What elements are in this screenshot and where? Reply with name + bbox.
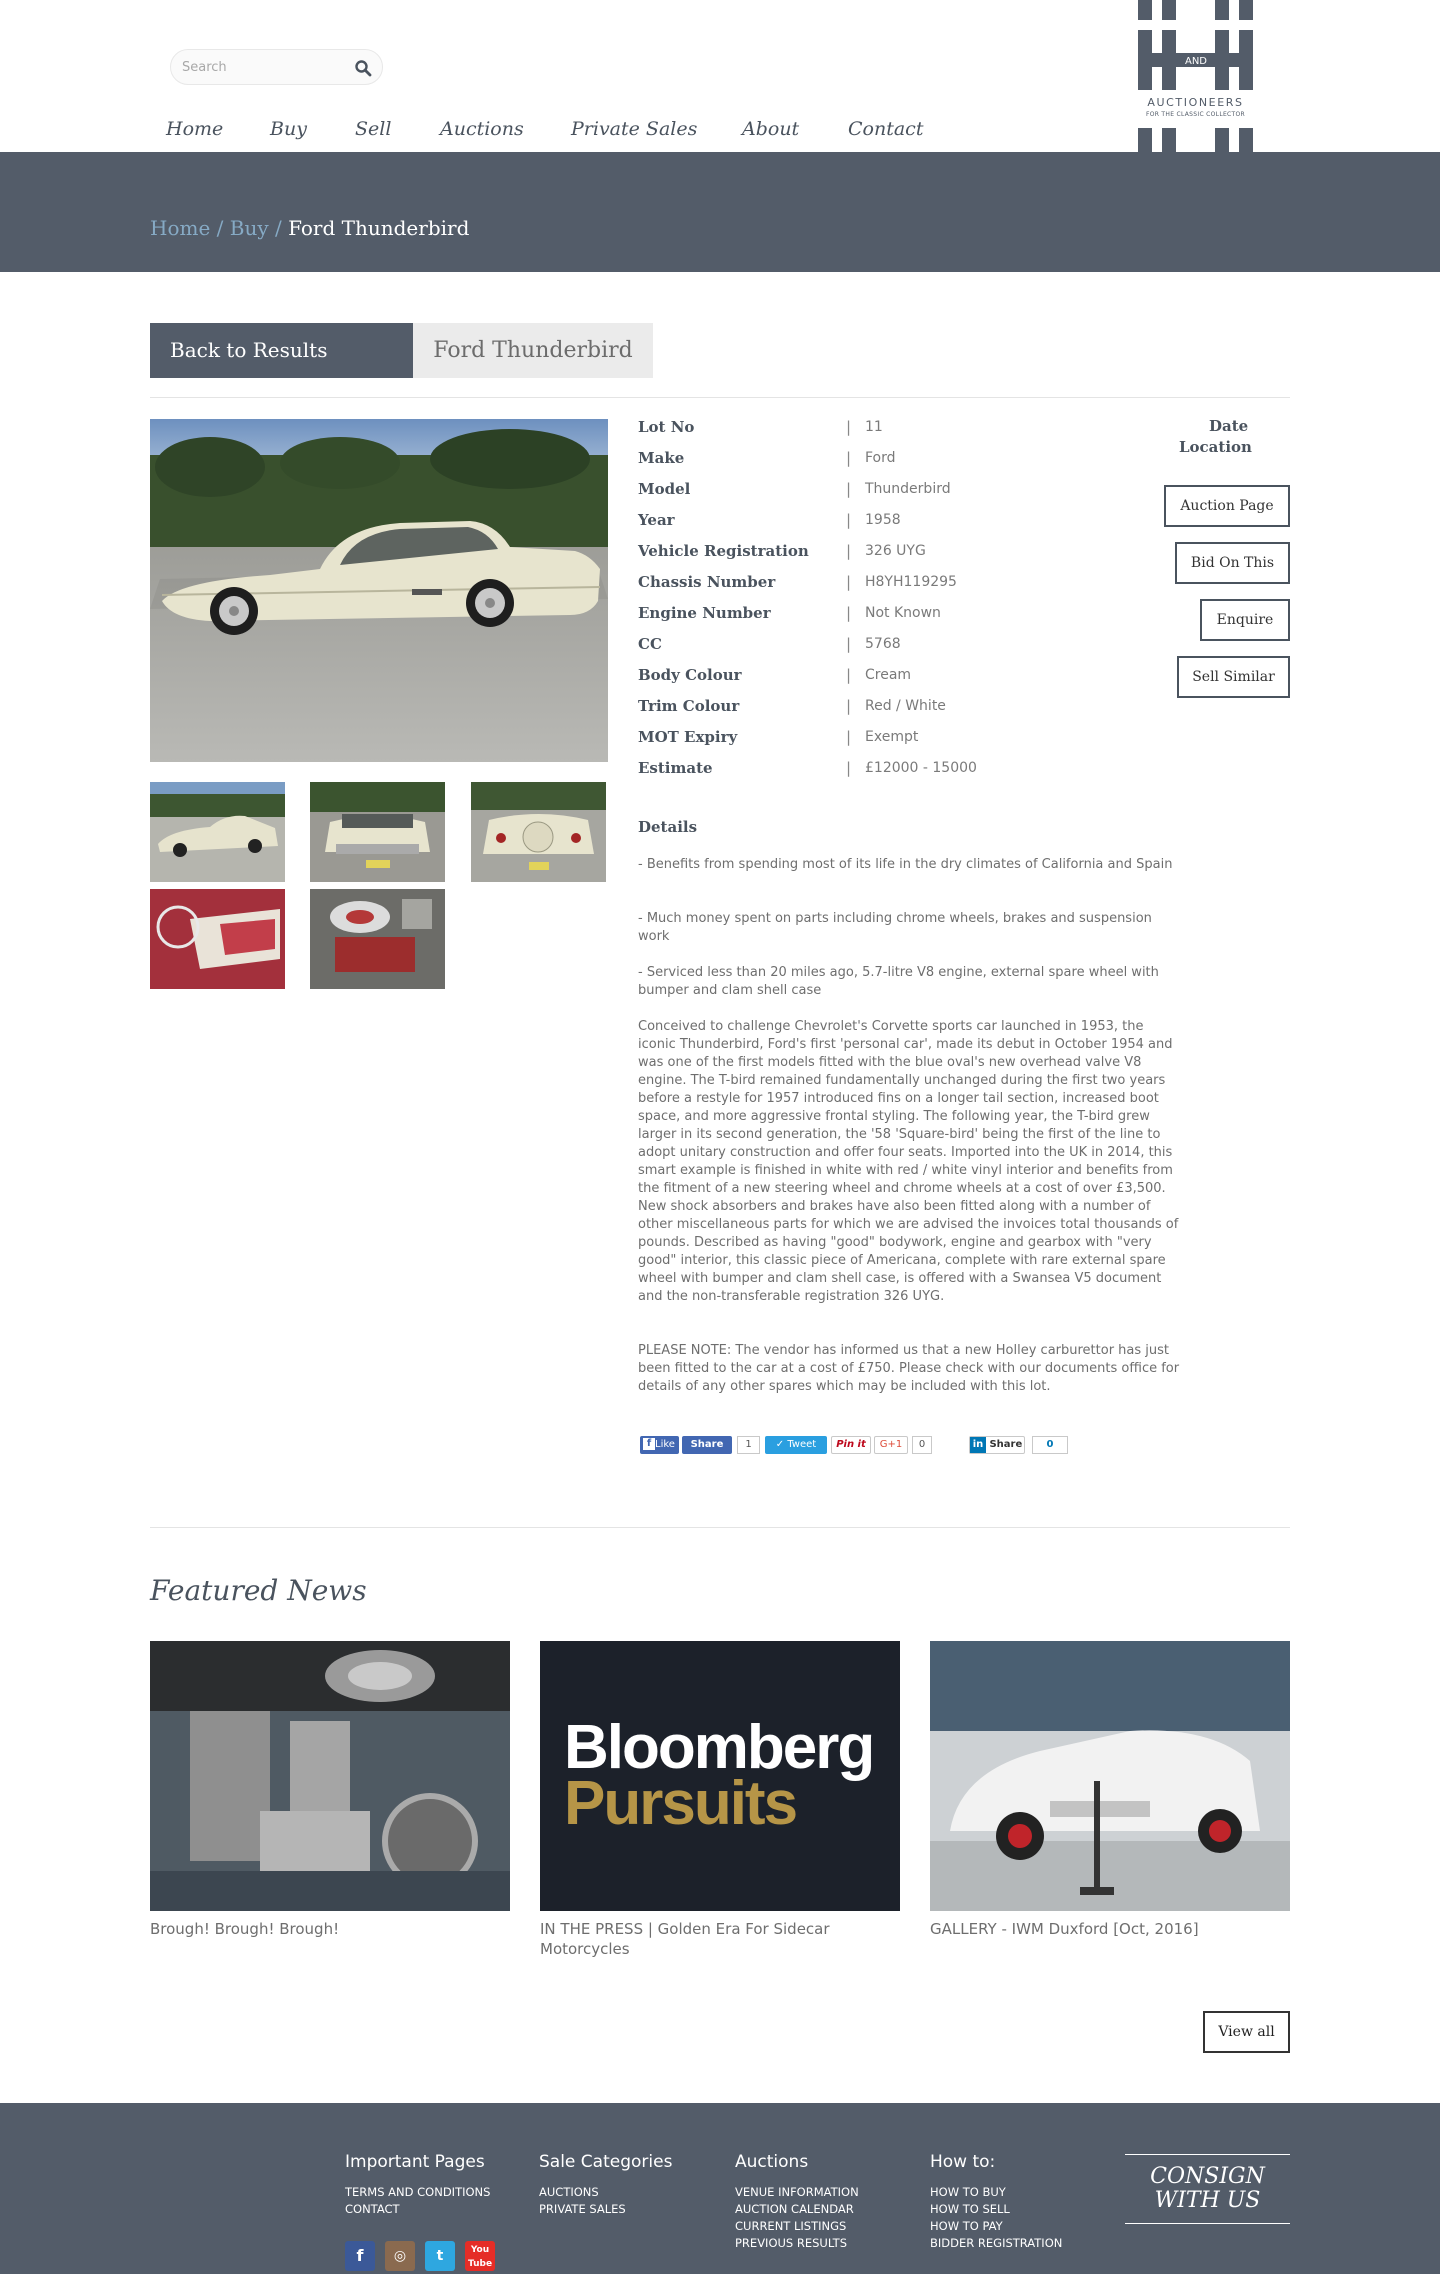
bloomberg-logo-line2: Pursuits bbox=[564, 1769, 797, 1838]
date-label: Date bbox=[1209, 417, 1249, 435]
auction-page-button[interactable]: Auction Page bbox=[1164, 485, 1290, 527]
twitter-icon: ✓ bbox=[775, 1439, 788, 1450]
footer-link[interactable]: AUCTION CALENDAR bbox=[735, 2202, 854, 2216]
tweet-label: Tweet bbox=[787, 1439, 817, 1450]
breadcrumb-home[interactable]: Home bbox=[150, 216, 211, 240]
spec-value: Ford bbox=[865, 450, 896, 466]
spec-label: Year bbox=[638, 511, 675, 529]
youtube-icon[interactable]: You Tube bbox=[465, 2241, 495, 2271]
breadcrumb-buy[interactable]: Buy bbox=[229, 216, 269, 240]
thumbnail-5[interactable] bbox=[310, 889, 445, 989]
divider bbox=[150, 1527, 1290, 1528]
facebook-share-button[interactable]: Share bbox=[682, 1436, 732, 1454]
spec-value: 5768 bbox=[865, 636, 901, 652]
details-bullet: - Benefits from spending most of its life in the dry climates of California and Spain bbox=[638, 857, 1173, 872]
footer-link[interactable]: BIDDER REGISTRATION bbox=[930, 2236, 1063, 2250]
spec-row bbox=[638, 418, 1158, 449]
spec-separator: | bbox=[846, 728, 852, 746]
spec-value: Not Known bbox=[865, 605, 941, 621]
news-caption[interactable]: IN THE PRESS | Golden Era For Sidecar Motorcycles bbox=[540, 1920, 830, 1958]
nav-sell[interactable]: Sell bbox=[355, 118, 392, 140]
spec-separator: | bbox=[846, 511, 852, 529]
consign-line: CONSIGN bbox=[1150, 2164, 1265, 2189]
spec-row bbox=[638, 635, 1158, 666]
spec-label: Make bbox=[638, 449, 685, 467]
breadcrumb-sep: / bbox=[210, 216, 230, 240]
spec-label: Body Colour bbox=[638, 666, 742, 684]
footer-column-title: Auctions bbox=[735, 2152, 809, 2172]
nav-home[interactable]: Home bbox=[166, 118, 224, 140]
spec-separator: | bbox=[846, 604, 852, 622]
news-caption[interactable]: Brough! Brough! Brough! bbox=[150, 1920, 340, 1938]
spec-row bbox=[638, 666, 1158, 697]
spec-row bbox=[638, 759, 1158, 790]
facebook-like-button[interactable] bbox=[640, 1436, 679, 1454]
spec-value: 11 bbox=[865, 419, 883, 435]
footer-column bbox=[735, 2152, 859, 2252]
search-box[interactable] bbox=[170, 49, 383, 85]
tweet-button[interactable] bbox=[765, 1436, 827, 1454]
facebook-like-label: Like bbox=[655, 1439, 675, 1450]
thumbnail-2[interactable] bbox=[310, 782, 445, 882]
breadcrumb-sep: / bbox=[268, 216, 289, 240]
spec-separator: | bbox=[846, 418, 852, 436]
news-caption[interactable]: GALLERY - IWM Duxford [Oct, 2016] bbox=[930, 1920, 1199, 1938]
linkedin-share-count: 0 bbox=[1032, 1436, 1068, 1454]
spec-separator: | bbox=[846, 573, 852, 591]
search-placeholder[interactable]: Search bbox=[182, 60, 227, 75]
enquire-button[interactable]: Enquire bbox=[1200, 599, 1290, 641]
page-banner bbox=[0, 152, 1440, 272]
nav-buy[interactable]: Buy bbox=[270, 118, 307, 140]
nav-about[interactable]: About bbox=[742, 118, 800, 140]
twitter-icon[interactable]: t bbox=[425, 2241, 455, 2271]
footer-link[interactable]: VENUE INFORMATION bbox=[735, 2185, 859, 2199]
footer-link[interactable]: AUCTIONS bbox=[539, 2185, 599, 2199]
footer-link[interactable]: HOW TO BUY bbox=[930, 2185, 1006, 2199]
facebook-icon[interactable]: f bbox=[345, 2241, 375, 2271]
site-header bbox=[0, 0, 1440, 152]
details-bullet: - Much money spent on parts including chrome wheels, brakes and suspension work bbox=[638, 911, 1152, 944]
footer-column bbox=[539, 2152, 672, 2218]
linkedin-share-button[interactable] bbox=[969, 1436, 1025, 1454]
footer-column-title: Sale Categories bbox=[539, 2152, 673, 2172]
bid-on-this-button[interactable]: Bid On This bbox=[1175, 542, 1290, 584]
spec-separator: | bbox=[846, 449, 852, 467]
footer-link[interactable]: TERMS AND CONDITIONS bbox=[345, 2185, 491, 2199]
spec-label: MOT Expiry bbox=[638, 728, 738, 746]
linkedin-icon: in bbox=[970, 1437, 986, 1453]
logo-tagline: FOR THE CLASSIC COLLECTOR bbox=[1145, 111, 1246, 118]
footer-column-title: Important Pages bbox=[345, 2152, 485, 2172]
nav-private-sales[interactable]: Private Sales bbox=[571, 118, 698, 140]
footer-link[interactable]: HOW TO SELL bbox=[930, 2202, 1010, 2216]
spec-label: Vehicle Registration bbox=[638, 542, 809, 560]
spec-label: Trim Colour bbox=[638, 697, 740, 715]
logo-name: AUCTIONEERS bbox=[1147, 96, 1244, 109]
spec-separator: | bbox=[846, 480, 852, 498]
footer-column bbox=[345, 2152, 490, 2218]
details-description: Conceived to challenge Chevrolet's Corvette sports car launched in 1953, the iconic Thunderbird, Ford's first 'personal car', made its debut in October 1954 and was one of the first models fitted with the blue oval's new overhead valve V8 engine. The T-bird remained fundamentally unchanged during the first two years before a restyle for 1957 introduced fins on a longer tail section, increased boot space, and more aggressive frontal styling. The following year, the T-bird grew larger in its second generation, the '58 'Square-bird' being the first of the line to adopt unitary construction and offer four seats. Imported into the UK in 2014, this smart example is finished in white with red / white vinyl interior and benefits from the fitment of a new steering wheel and chrome wheels at a cost of over £3,500. New shock absorbers and brakes have also been fitted along with a number of other miscellaneous parts for which we are advised the invoices total thousands of pounds. Described as having "good" bodywork, engine and gearbox with "very good" interior, this classic piece of Americana, complete with rare external spare wheel with bumper and clam shell case, is offered with a Swansea V5 document and the non-transferable registration 326 UYG. bbox=[638, 1019, 1179, 1304]
spec-separator: | bbox=[846, 666, 852, 684]
pinterest-pin-button[interactable]: Pin it bbox=[831, 1436, 871, 1454]
facebook-share-count: 1 bbox=[737, 1436, 760, 1454]
facebook-icon: f bbox=[643, 1438, 655, 1450]
logo-and: AND bbox=[1184, 56, 1208, 67]
footer-link[interactable]: HOW TO PAY bbox=[930, 2219, 1003, 2233]
spec-value: £12000 - 15000 bbox=[865, 760, 977, 776]
spec-value: Thunderbird bbox=[865, 481, 951, 497]
view-all-button[interactable]: View all bbox=[1203, 2011, 1290, 2053]
consign-with-us-link[interactable] bbox=[1125, 2154, 1290, 2224]
site-footer bbox=[0, 2103, 1440, 2274]
thumbnail-4[interactable] bbox=[150, 889, 285, 989]
spec-label: CC bbox=[638, 635, 662, 653]
news-image-duxford[interactable] bbox=[930, 1641, 1290, 1911]
consign-line: WITH US bbox=[1154, 2188, 1261, 2213]
spec-label: Estimate bbox=[638, 759, 713, 777]
nav-auctions[interactable]: Auctions bbox=[440, 118, 524, 140]
spec-value: H8YH119295 bbox=[865, 574, 957, 590]
spec-value: Exempt bbox=[865, 729, 919, 745]
spec-label: Model bbox=[638, 480, 691, 498]
spec-value: 1958 bbox=[865, 512, 901, 528]
linkedin-share-label: Share bbox=[989, 1439, 1023, 1450]
search-icon[interactable] bbox=[354, 59, 372, 77]
spec-separator: | bbox=[846, 697, 852, 715]
footer-link[interactable]: PRIVATE SALES bbox=[539, 2202, 626, 2216]
sell-similar-button[interactable]: Sell Similar bbox=[1177, 656, 1290, 698]
breadcrumb-current: Ford Thunderbird bbox=[288, 216, 470, 240]
spec-row bbox=[638, 604, 1158, 635]
footer-link[interactable]: CONTACT bbox=[345, 2202, 400, 2216]
location-label: Location bbox=[1179, 438, 1252, 456]
featured-news-heading: Featured News bbox=[150, 1574, 367, 1607]
details-bullet: - Serviced less than 20 miles ago, 5.7-litre V8 engine, external spare wheel with bumper and clam shell case bbox=[638, 965, 1159, 998]
news-image-motorcycle[interactable] bbox=[150, 1641, 510, 1911]
thumbnail-1[interactable] bbox=[150, 782, 285, 882]
footer-link[interactable]: CURRENT LISTINGS bbox=[735, 2219, 847, 2233]
spec-row bbox=[638, 480, 1158, 511]
thumbnail-3[interactable] bbox=[471, 782, 606, 882]
back-to-results-button[interactable]: Back to Results bbox=[150, 323, 413, 378]
google-plus-count: 0 bbox=[912, 1436, 932, 1454]
breadcrumb bbox=[150, 216, 469, 240]
footer-link[interactable]: PREVIOUS RESULTS bbox=[735, 2236, 847, 2250]
spec-separator: | bbox=[846, 542, 852, 560]
details-note: PLEASE NOTE: The vendor has informed us that a new Holley carburettor has just been fitted to the car at a cost of £750. Please check with our documents office for details of any other spares which may be included with this lot. bbox=[638, 1343, 1180, 1394]
spec-label: Chassis Number bbox=[638, 573, 776, 591]
instagram-icon[interactable]: ◎ bbox=[385, 2241, 415, 2271]
spec-row bbox=[638, 728, 1158, 759]
spec-row bbox=[638, 697, 1158, 728]
spec-value: Red / White bbox=[865, 698, 946, 714]
nav-contact[interactable]: Contact bbox=[848, 118, 924, 140]
google-plus-button[interactable]: G+1 bbox=[874, 1436, 908, 1454]
spec-separator: | bbox=[846, 759, 852, 777]
spec-separator: | bbox=[846, 635, 852, 653]
bloomberg-logo-line1: Bloomberg bbox=[564, 1713, 874, 1782]
main-car-photo[interactable] bbox=[150, 419, 608, 762]
spec-value: 326 UYG bbox=[865, 543, 926, 559]
spec-row bbox=[638, 542, 1158, 573]
spec-label: Engine Number bbox=[638, 604, 771, 622]
spec-row bbox=[638, 573, 1158, 604]
details-heading: Details bbox=[638, 818, 698, 836]
spec-label: Lot No bbox=[638, 418, 695, 436]
divider bbox=[150, 397, 1290, 398]
news-image-bloomberg[interactable] bbox=[540, 1641, 900, 1911]
lot-title-tab: Ford Thunderbird bbox=[413, 323, 653, 378]
spec-value: Cream bbox=[865, 667, 912, 683]
spec-row bbox=[638, 511, 1158, 542]
footer-column bbox=[930, 2152, 1062, 2252]
footer-column-title: How to: bbox=[930, 2152, 996, 2172]
spec-row bbox=[638, 449, 1158, 480]
hh-logo[interactable] bbox=[1129, 0, 1262, 154]
